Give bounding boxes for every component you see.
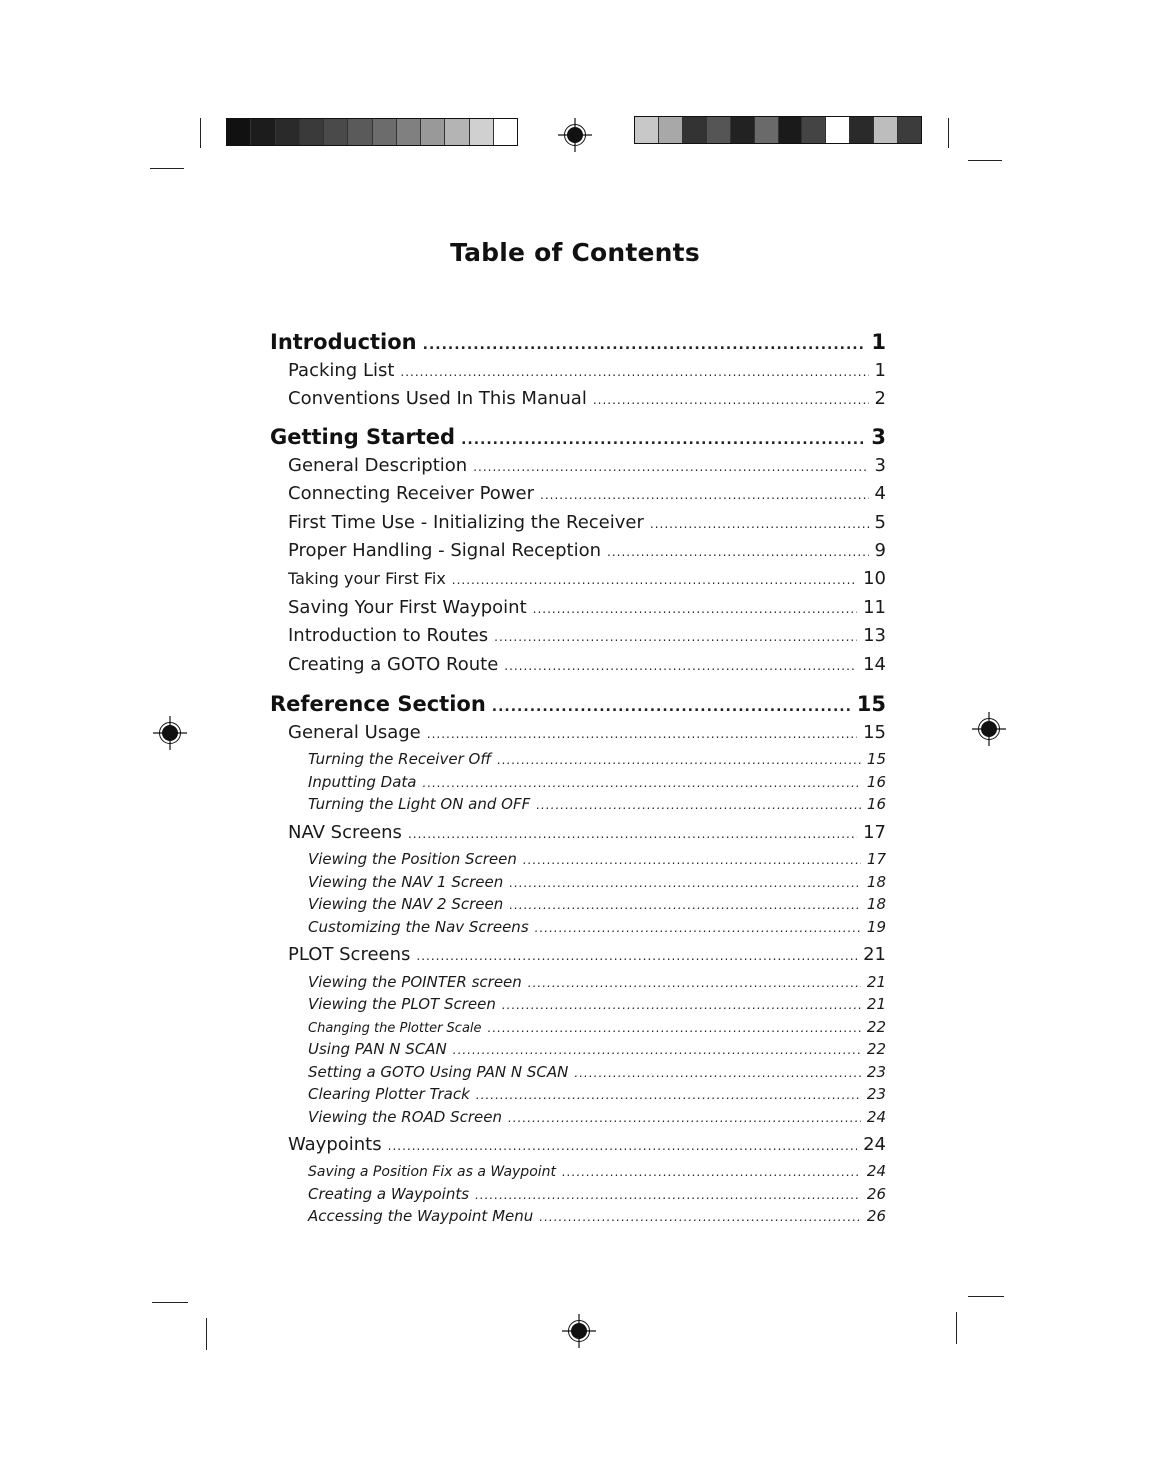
toc-entry-label: Packing List [288, 360, 395, 381]
dot-leader [504, 659, 857, 673]
page-number: 16 [866, 795, 886, 814]
page-number: 10 [863, 568, 886, 590]
page-number: 24 [866, 1107, 886, 1126]
dot-leader [492, 699, 851, 715]
page-number: 23 [866, 1085, 886, 1104]
toc-entry [270, 360, 886, 388]
toc-item [270, 795, 886, 818]
page-number: 23 [866, 1062, 886, 1081]
page-number: 15 [863, 721, 886, 743]
dot-leader [488, 1021, 861, 1035]
toc-entry-label: NAV Screens [288, 821, 402, 843]
page-number: 1 [874, 360, 886, 381]
toc-item [270, 918, 886, 941]
toc-entry-label: PLOT Screens [288, 944, 411, 966]
toc-item [270, 850, 886, 873]
toc-section-title: Getting Started [270, 424, 456, 449]
toc-item-label: Using PAN N SCAN [308, 1040, 447, 1059]
page-number: 5 [874, 511, 886, 533]
page-number: 22 [866, 1040, 886, 1059]
toc-item-label: Inputting Data [308, 772, 417, 791]
toc-entry-label: Saving Your First Waypoint [288, 596, 527, 618]
dot-leader [574, 1066, 861, 1080]
dot-leader [400, 365, 868, 379]
toc-entry-label: Creating a GOTO Route [288, 653, 499, 675]
toc-item-label: Viewing the Position Screen [308, 850, 517, 869]
page-number: 26 [866, 1207, 886, 1226]
toc-item [270, 1085, 886, 1108]
toc-section-title: Reference Section [270, 691, 486, 716]
toc-item-label: Changing the Plotter Scale [308, 1020, 482, 1036]
dot-leader [497, 753, 861, 767]
page-number: 15 [856, 691, 886, 716]
toc-section [270, 425, 886, 455]
toc-entry-label: General Description [288, 454, 468, 476]
dot-leader [427, 727, 857, 741]
toc-item [270, 1040, 886, 1063]
toc-entry [270, 568, 886, 596]
toc-entry [270, 512, 886, 540]
dot-leader [423, 337, 866, 353]
page-number: 21 [863, 944, 886, 966]
dot-leader [475, 1188, 861, 1202]
page-number: 24 [863, 1134, 886, 1156]
page-number: 2 [874, 388, 886, 410]
dot-leader [536, 798, 861, 812]
registration-mark-icon [153, 716, 187, 750]
dot-leader [533, 602, 857, 616]
toc-item-label: Viewing the ROAD Screen [308, 1107, 502, 1126]
registration-mark-icon [972, 712, 1006, 746]
dot-leader [476, 1088, 861, 1102]
toc-entry-label: First Time Use - Initializing the Receiver [288, 511, 644, 533]
toc-entry [270, 540, 886, 568]
toc-entry-label: Proper Handling - Signal Reception [288, 539, 602, 561]
page-number: 16 [866, 772, 886, 791]
dot-leader [461, 432, 865, 448]
dot-leader [509, 876, 861, 890]
toc-item [270, 1185, 886, 1208]
toc-item [270, 750, 886, 773]
toc-entry-label: Taking your First Fix [288, 569, 446, 589]
color-calibration-bar-left [226, 118, 518, 146]
crop-mark [948, 118, 949, 148]
toc-entry-label: Conventions Used In This Manual [288, 388, 587, 410]
toc-item [270, 1207, 886, 1230]
toc-item-label: Viewing the POINTER screen [308, 972, 522, 991]
page-title: Table of Contents [450, 238, 700, 267]
crop-mark [968, 160, 1002, 161]
dot-leader [408, 827, 857, 841]
page-number: 15 [866, 750, 886, 769]
toc-item-label: Viewing the PLOT Screen [308, 995, 496, 1014]
dot-leader [388, 1139, 857, 1153]
page-number: 3 [874, 454, 886, 476]
crop-mark [968, 1296, 1004, 1297]
toc-item-label: Clearing Plotter Track [308, 1085, 470, 1104]
toc-entry [270, 822, 886, 850]
page-number: 21 [866, 995, 886, 1014]
toc-entry [270, 722, 886, 750]
toc-item-label: Customizing the Nav Screens [308, 917, 529, 936]
page-number: 18 [866, 872, 886, 891]
dot-leader [508, 1111, 861, 1125]
dot-leader [494, 630, 857, 644]
page-number: 1 [871, 330, 886, 354]
crop-mark [206, 1318, 207, 1350]
dot-leader [423, 776, 861, 790]
dot-leader [562, 1165, 861, 1179]
toc-item [270, 873, 886, 896]
page-number: 18 [866, 895, 886, 914]
toc-entry-label: Waypoints [288, 1134, 382, 1156]
toc-entry-label: Connecting Receiver Power [288, 483, 534, 505]
page-number: 11 [863, 596, 886, 618]
toc-item-label: Creating a Waypoints [308, 1184, 470, 1203]
dot-leader [539, 1210, 861, 1224]
toc-item-label: Viewing the NAV 1 Screen [308, 872, 504, 891]
dot-leader [593, 393, 869, 407]
dot-leader [473, 460, 868, 474]
dot-leader [528, 976, 861, 990]
toc-entry-label: Introduction to Routes [288, 625, 489, 647]
dot-leader [509, 898, 861, 912]
toc-item [270, 895, 886, 918]
table-of-contents [270, 330, 886, 1230]
dot-leader [452, 573, 857, 587]
page-number: 24 [866, 1162, 886, 1181]
toc-item-label: Viewing the NAV 2 Screen [308, 895, 504, 914]
toc-entry [270, 654, 886, 682]
toc-item-label: Setting a GOTO Using PAN N SCAN [308, 1062, 569, 1081]
toc-entry [270, 597, 886, 625]
toc-item [270, 773, 886, 796]
toc-section-title: Introduction [270, 330, 417, 354]
crop-mark [200, 118, 201, 148]
toc-item-label: Turning the Light ON and OFF [308, 795, 531, 814]
page-number: 4 [874, 483, 886, 505]
page-number: 3 [871, 424, 886, 449]
toc-item [270, 1018, 886, 1041]
dot-leader [523, 853, 861, 867]
crop-mark [152, 1302, 188, 1303]
toc-item [270, 1063, 886, 1086]
dot-leader [650, 517, 869, 531]
dot-leader [416, 949, 857, 963]
toc-section [270, 692, 886, 722]
page-number: 14 [863, 653, 886, 675]
toc-item-label: Accessing the Waypoint Menu [308, 1207, 534, 1226]
page-number: 17 [866, 850, 886, 869]
toc-entry [270, 483, 886, 511]
toc-entry [270, 455, 886, 483]
page-number: 26 [866, 1184, 886, 1203]
page-number: 9 [874, 539, 886, 561]
toc-item [270, 995, 886, 1018]
dot-leader [607, 545, 869, 559]
toc-item-label: Turning the Receiver Off [308, 750, 492, 769]
page-number: 19 [866, 917, 886, 936]
toc-entry [270, 944, 886, 972]
toc-item [270, 973, 886, 996]
page-number: 22 [866, 1017, 886, 1036]
toc-item [270, 1162, 886, 1185]
dot-leader [535, 921, 861, 935]
dot-leader [453, 1043, 861, 1057]
toc-item-label: Saving a Position Fix as a Waypoint [308, 1164, 557, 1181]
registration-mark-icon [562, 1314, 596, 1348]
toc-item [270, 1108, 886, 1131]
registration-mark-icon [558, 118, 592, 152]
toc-entry-label: General Usage [288, 721, 421, 743]
crop-mark [150, 168, 184, 169]
toc-section [270, 330, 886, 360]
page-number: 21 [866, 972, 886, 991]
toc-entry [270, 1134, 886, 1162]
page-number: 13 [863, 625, 886, 647]
crop-mark [956, 1312, 957, 1344]
color-calibration-bar-right [634, 116, 922, 144]
dot-leader [502, 998, 861, 1012]
page-number: 17 [863, 821, 886, 843]
toc-entry [270, 625, 886, 653]
toc-entry [270, 388, 886, 416]
dot-leader [540, 488, 869, 502]
